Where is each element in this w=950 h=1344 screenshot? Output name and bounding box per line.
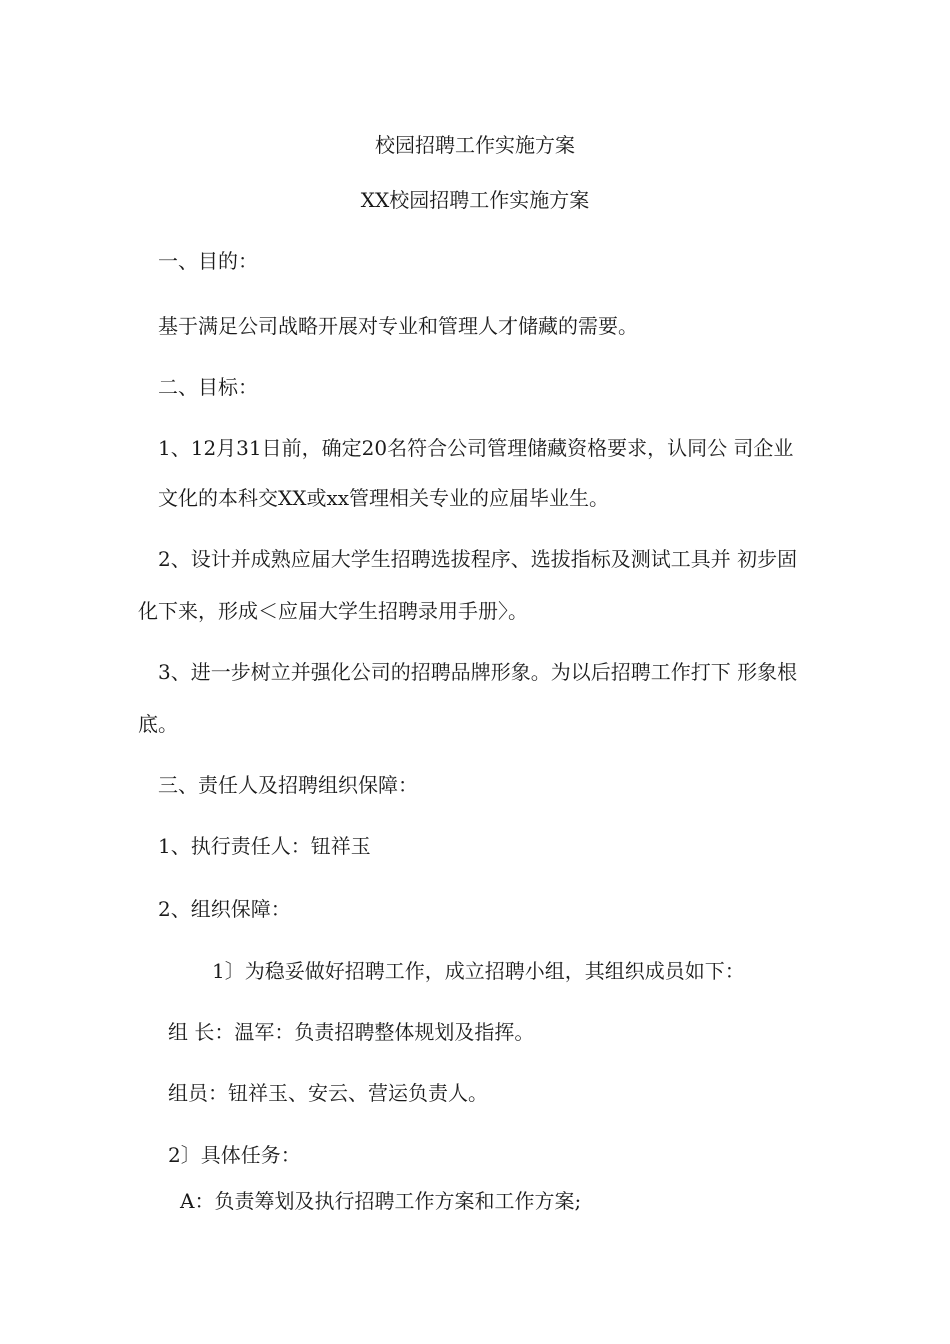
section-heading-goals: 二、目标： [158,375,258,399]
paragraph-goal-2-line-1: 2、设计并成熟应届大学生招聘选拔程序、选拔指标及测试工具并 初步固 [158,547,798,571]
paragraph-purpose: 基于满足公司战略开展对专业和管理人才储藏的需要。 [158,314,638,338]
paragraph-goal-1-line-1: 1、12月31日前，确定20名符合公司管理储藏资格要求，认同公 司企业 [158,436,794,460]
paragraph-task-a: A：负责筹划及执行招聘工作方案和工作方案; [180,1189,582,1213]
section-heading-purpose: 一、目的： [158,249,258,273]
document-subtitle: XX校园招聘工作实施方案 [360,188,590,212]
paragraph-team-members: 组员：钮祥玉、安云、营运负责人。 [168,1081,488,1105]
document-title: 校园招聘工作实施方案 [375,133,575,157]
paragraph-goal-3-line-1: 3、进一步树立并强化公司的招聘品牌形象。为以后招聘工作打下 形象根 [158,660,798,684]
paragraph-tasks-heading: 2〕具体任务： [168,1143,301,1167]
paragraph-org-guarantee: 2、组织保障： [158,897,291,921]
section-heading-responsibility: 三、责任人及招聘组织保障： [158,773,418,797]
paragraph-team-leader: 组 长：温军：负责招聘整体规划及指挥。 [168,1020,535,1044]
paragraph-goal-1-line-2: 文化的本科交XX或xx管理相关专业的应届毕业生。 [158,486,610,510]
paragraph-goal-3-line-2: 底。 [138,712,178,736]
paragraph-team-setup: 1〕为稳妥做好招聘工作，成立招聘小组，其组织成员如下： [212,959,745,983]
paragraph-executor: 1、执行责任人：钮祥玉 [158,834,371,858]
paragraph-goal-2-line-2: 化下来，形成＜应届大学生招聘录用手册〉。 [138,599,528,623]
